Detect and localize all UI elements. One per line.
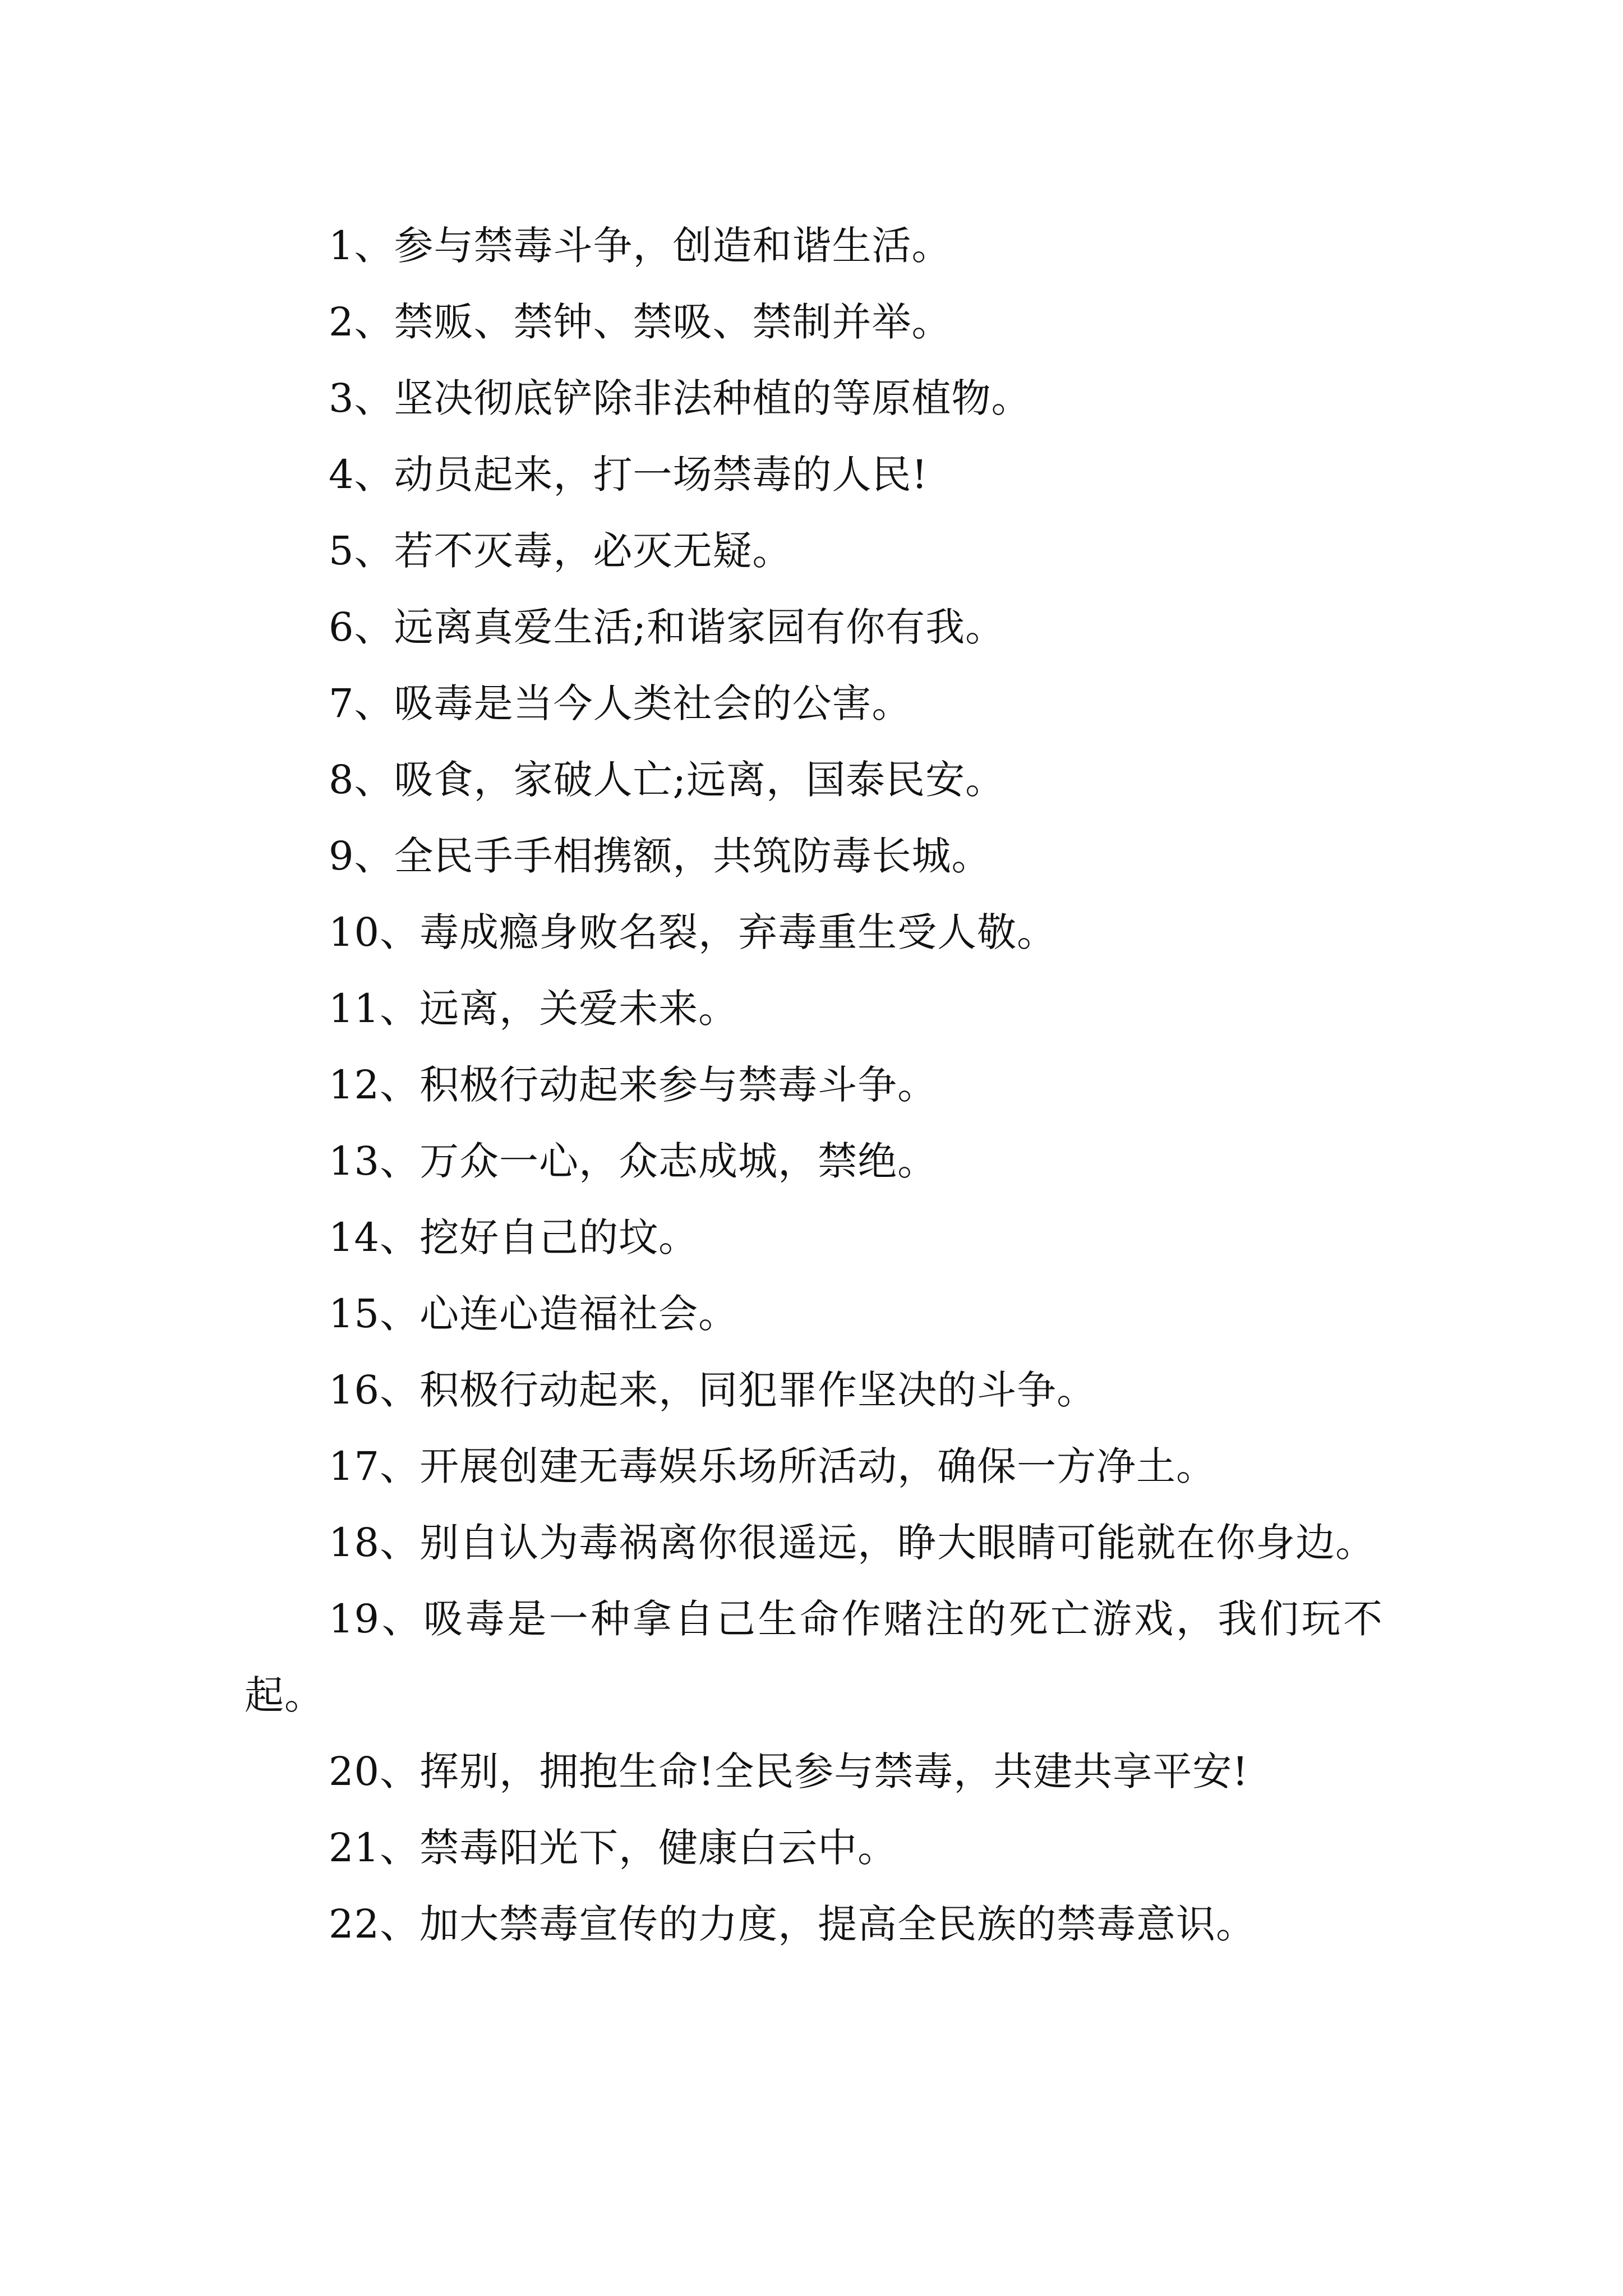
list-item: 8、吸食，家破人亡;远离，国泰民安。 xyxy=(329,757,1006,803)
list-item: 14、挖好自己的坟。 xyxy=(329,1214,699,1260)
list-item: 5、若不灭毒，必灭无疑。 xyxy=(329,528,792,574)
list-item: 22、加大禁毒宣传的力度，提高全民族的禁毒意识。 xyxy=(329,1901,1256,1947)
list-item: 15、心连心造福社会。 xyxy=(329,1291,739,1337)
list-item: 9、全民手手相携额，共筑防毒长城。 xyxy=(329,833,992,879)
list-item: 7、吸毒是当今人类社会的公害。 xyxy=(329,680,912,726)
list-item: 6、远离真爱生活;和谐家园有你有我。 xyxy=(329,604,1006,650)
list-item: 12、积极行动起来参与禁毒斗争。 xyxy=(329,1062,938,1108)
slogan-list xyxy=(245,208,1383,1962)
list-item: 4、动员起来，打一场禁毒的人民! xyxy=(329,452,928,498)
list-item: 21、禁毒阳光下，健康白云中。 xyxy=(329,1825,898,1871)
list-item: 17、开展创建无毒娱乐场所活动，确保一方净土。 xyxy=(329,1443,1216,1489)
list-item: 19、吸毒是一种拿自己生命作赌注的死亡游戏，我们玩不起。 xyxy=(245,1596,1383,1718)
list-item: 16、积极行动起来，同犯罪作坚决的斗争。 xyxy=(329,1367,1097,1413)
list-item: 20、挥别，拥抱生命!全民参与禁毒，共建共享平安! xyxy=(329,1749,1249,1795)
list-item: 18、别自认为毒祸离你很遥远，睁大眼睛可能就在你身边。 xyxy=(329,1520,1376,1566)
list-item: 10、毒成瘾身败名裂，弃毒重生受人敬。 xyxy=(329,909,1057,955)
list-item: 2、禁贩、禁钟、禁吸、禁制并举。 xyxy=(329,299,952,345)
list-item: 13、万众一心，众志成城，禁绝。 xyxy=(329,1138,938,1184)
list-item: 3、坚决彻底铲除非法种植的等原植物。 xyxy=(329,375,1031,421)
list-item: 1、参与禁毒斗争，创造和谐生活。 xyxy=(329,223,952,269)
list-item: 11、远离，关爱未来。 xyxy=(329,986,739,1032)
